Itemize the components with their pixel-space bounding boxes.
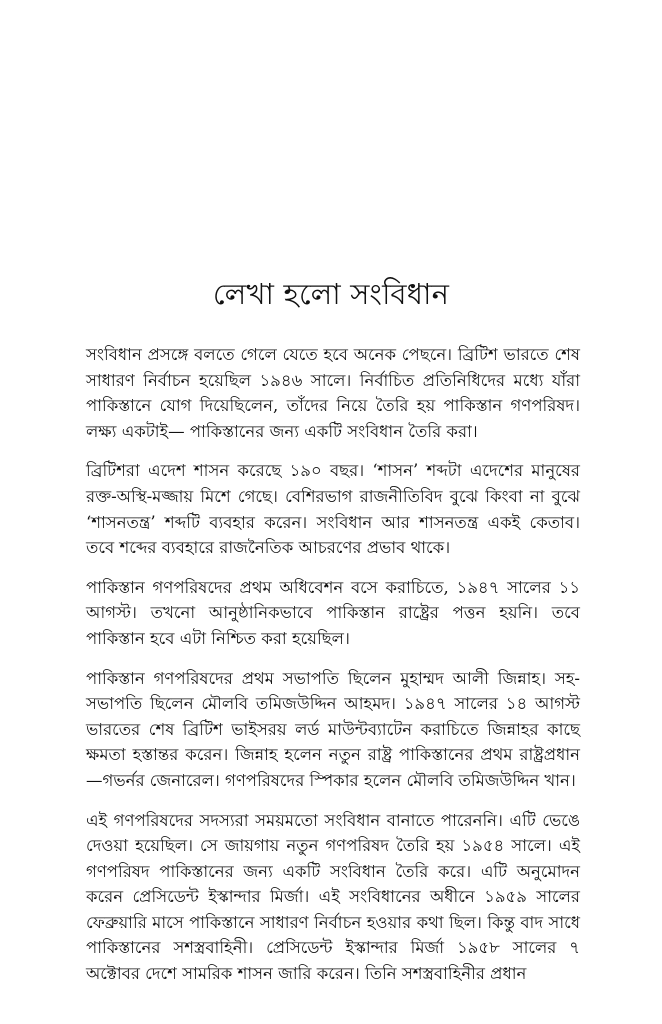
paragraph-4: পাকিস্তান গণপরিষদের প্রথম সভাপতি ছিলেন মুহাম্মদ আলী জিন্নাহ। সহ-সভাপতি ছিলেন মৌলবি তমিজউদ্দিন আহমদ। ১৯৪৭ সালের ১৪ আগস্ট ভারতের শেষ ব্রিটিশ ভাইসরয় লর্ড মাউন্টব্যাটেন করাচিতে জিন্নাহর কাছে ক্ষমতা হস্তান্তর করেন। জিন্নাহ হলেন নতুন রাষ্ট্র পাকিস্তানের প্রথম রাষ্ট্রপ্রধান—গভর্নর জেনারেল। গণপরিষদের স্পিকার হলেন মৌলবি তমিজউদ্দিন খান। — [86, 668, 580, 790]
chapter-title: লেখা হলো সংবিধান — [212, 277, 450, 311]
paragraph-3: পাকিস্তান গণপরিষদের প্রথম অধিবেশন বসে করাচিতে, ১৯৪৭ সালের ১১ আগস্ট। তখনো আনুষ্ঠানিকভাবে পাকিস্তান রাষ্ট্রের পত্তন হয়নি। তবে পাকিস্তান হবে এটা নিশ্চিত করা হয়েছিল। — [86, 577, 580, 648]
paragraph-2: ব্রিটিশরা এদেশ শাসন করেছে ১৯০ বছর। ‘শাসন’ শব্দটা এদেশের মানুষের রক্ত-অস্থি-মজ্জায় মিশে গেছে। বেশিরভাগ রাজনীতিবিদ বুঝে কিংবা না বুঝে ‘শাসনতন্ত্র’ শব্দটি ব্যবহার করেন। সংবিধান আর শাসনতন্ত্র একই কেতাব। তবে শব্দের ব্যবহারে রাজনৈতিক আচরণের প্রভাব থাকে। — [86, 461, 580, 558]
paragraph-5: এই গণপরিষদের সদস্যরা সময়মতো সংবিধান বানাতে পারেননি। এটি ভেঙে দেওয়া হয়েছিল। সে জায়গায় নতুন গণপরিষদ তৈরি হয় ১৯৫৪ সালে। এই গণপরিষদ পাকিস্তানের জন্য একটি সংবিধান তৈরি করে। এটি অনুমোদন করেন প্রেসিডেন্ট ইস্কান্দার মির্জা। এই সংবিধানের অধীনে ১৯৫৯ সালের ফেব্রুয়ারি মাসে পাকিস্তানে সাধারণ নির্বাচন হওয়ার কথা ছিল। কিন্তু বাদ সাধে পাকিস্তানের সশস্ত্রবাহিনী। প্রেসিডেন্ট ইস্কান্দার মির্জা ১৯৫৮ সালের ৭ অক্টোবর দেশে সামরিক শাসন জারি করেন। তিনি সশস্ত্রবাহিনীর প্রধান — [86, 810, 580, 984]
paragraph-1: সংবিধান প্রসঙ্গে বলতে গেলে যেতে হবে অনেক পেছনে। ব্রিটিশ ভারতে শেষ সাধারণ নির্বাচন হয়েছিল ১৯৪৬ সালে। নির্বাচিত প্রতিনিধিদের মধ্যে যাঁরা পাকিস্তানে যোগ দিয়েছিলেন, তাঁদের নিয়ে তৈরি হয় পাকিস্তান গণপরিষদ। লক্ষ্য একটাই— পাকিস্তানের জন্য একটি সংবিধান তৈরি করা। — [86, 345, 580, 441]
body-text — [86, 342, 580, 1001]
